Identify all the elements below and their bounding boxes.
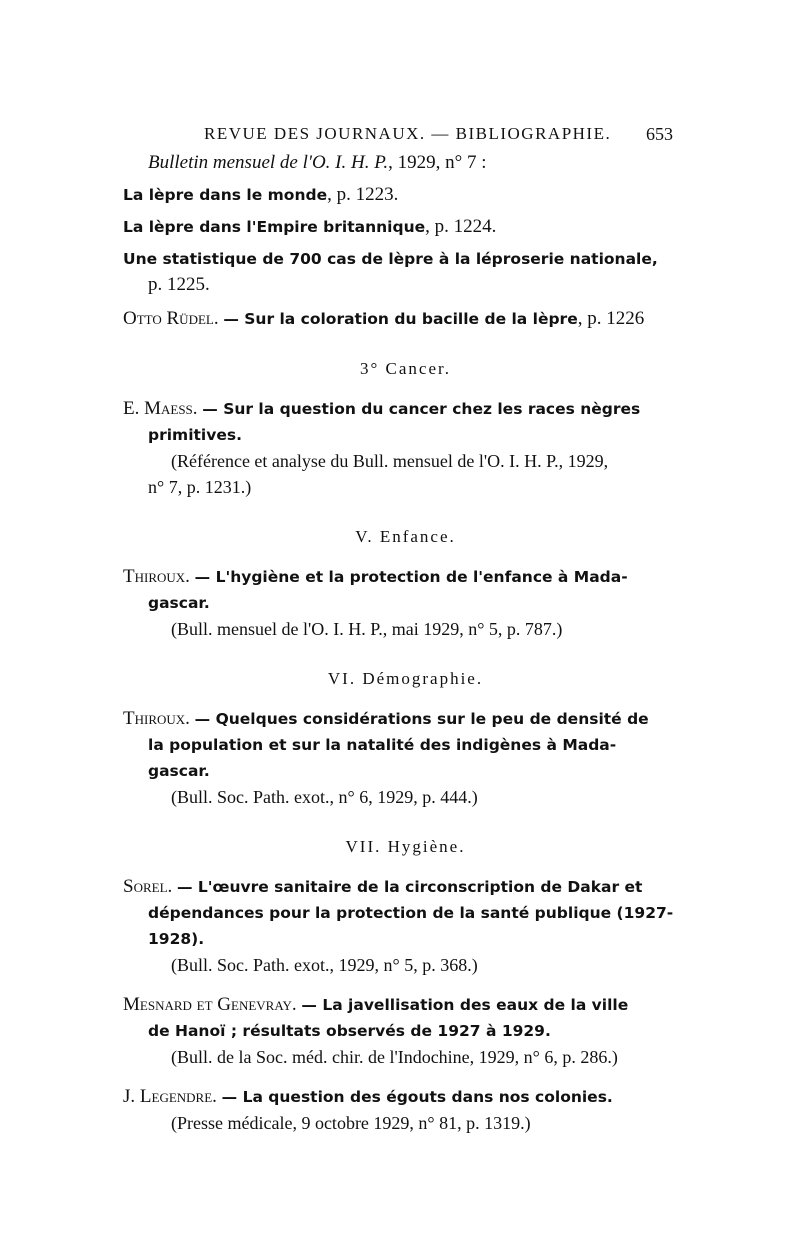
bibliography-entry	[123, 706, 688, 810]
bulletin-item	[123, 246, 688, 272]
section-heading: V. Enfance.	[355, 527, 456, 546]
entry-reference: (Bull. Soc. Path. exot., n° 6, 1929, p. 444.)	[171, 787, 478, 807]
bulletin-item-title: La lèpre dans l'Empire britannique	[123, 218, 426, 236]
bibliography-entry	[123, 1084, 688, 1136]
entry-author: Thiroux.	[123, 566, 190, 587]
section-heading: 3° Cancer.	[360, 359, 451, 378]
entry-page: , p. 1226	[577, 308, 645, 329]
bulletin-issue: , 1929, n° 7 :	[388, 152, 487, 173]
bibliography-entry	[123, 564, 688, 642]
rudel-entry	[123, 306, 688, 332]
bulletin-item-page: , p. 1223.	[327, 184, 399, 205]
page-body	[123, 150, 688, 1136]
entry-title-line: 1928).	[148, 930, 205, 948]
entry-title: — Sur la question du cancer chez les races nègres	[202, 400, 641, 418]
entry-first-line	[123, 874, 688, 900]
bulletin-item	[123, 182, 688, 208]
bulletin-item-page: , p. 1224.	[425, 216, 497, 237]
entry-first-line	[123, 564, 688, 590]
entry-title: — Sur la coloration du bacille de la lèpre	[223, 310, 578, 328]
entry-first-line	[123, 992, 688, 1018]
entry-reference: (Bull. mensuel de l'O. I. H. P., mai 1929, n° 5, p. 787.)	[171, 619, 563, 639]
bulletin-item	[123, 214, 688, 240]
entry-author: Otto Rüdel.	[123, 308, 219, 329]
entry-author: Sorel.	[123, 876, 173, 897]
entry-author: J. Legendre.	[123, 1086, 217, 1107]
entry-first-line	[123, 706, 688, 732]
entry-reference: (Bull. de la Soc. méd. chir. de l'Indochine, 1929, n° 6, p. 286.)	[171, 1047, 618, 1067]
entry-reference: (Bull. Soc. Path. exot., 1929, n° 5, p. 368.)	[171, 955, 478, 975]
bulletin-item-title: Une statistique de 700 cas de lèpre à la léproserie nationale,	[123, 250, 658, 268]
bulletin-item-title: La lèpre dans le monde	[123, 186, 328, 204]
entry-first-line	[123, 1084, 688, 1110]
entry-reference: (Référence et analyse du Bull. mensuel de l'O. I. H. P., 1929,	[171, 451, 609, 471]
entry-first-line	[123, 396, 688, 422]
entry-author: E. Maess.	[123, 398, 198, 419]
entry-title-line: primitives.	[148, 426, 242, 444]
bibliography-entry	[123, 992, 688, 1070]
bulletin-source: Bulletin mensuel de l'O. I. H. P.	[148, 152, 389, 173]
running-header	[0, 124, 800, 148]
bulletin-item-page: p. 1225.	[148, 274, 210, 295]
entry-title-line: la population et sur la natalité des indigènes à Mada-	[148, 736, 617, 754]
entry-reference: n° 7, p. 1231.)	[148, 477, 252, 497]
entry-reference: (Presse médicale, 9 octobre 1929, n° 81, p. 1319.)	[171, 1113, 531, 1133]
entry-author: Mesnard et Genevray.	[123, 994, 297, 1015]
entry-title-line: gascar.	[148, 594, 210, 612]
running-title: REVUE DES JOURNAUX. — BIBLIOGRAPHIE.	[204, 124, 612, 143]
bibliography-entry	[123, 874, 688, 978]
entry-title-line: de Hanoï ; résultats observés de 1927 à 1929.	[148, 1022, 551, 1040]
entry-title: — L'hygiène et la protection de l'enfance à Mada-	[194, 568, 628, 586]
section-heading: VI. Démographie.	[327, 669, 484, 688]
bulletin-source-line	[123, 150, 688, 176]
entry-title: — L'œuvre sanitaire de la circonscription de Dakar et	[177, 878, 643, 896]
bibliography-entry	[123, 396, 688, 500]
section-heading: VII. Hygiène.	[345, 837, 466, 856]
entry-title-line: gascar.	[148, 762, 210, 780]
entry-title: — La javellisation des eaux de la ville	[301, 996, 629, 1014]
entry-author: Thiroux.	[123, 708, 190, 729]
entry-title: — Quelques considérations sur le peu de densité de	[194, 710, 649, 728]
entry-title: — La question des égouts dans nos colonies.	[221, 1088, 613, 1106]
entry-title-line: dépendances pour la protection de la santé publique (1927-	[148, 904, 674, 922]
bulletin-item-page-line	[123, 272, 688, 298]
page-number: 653	[646, 124, 673, 144]
